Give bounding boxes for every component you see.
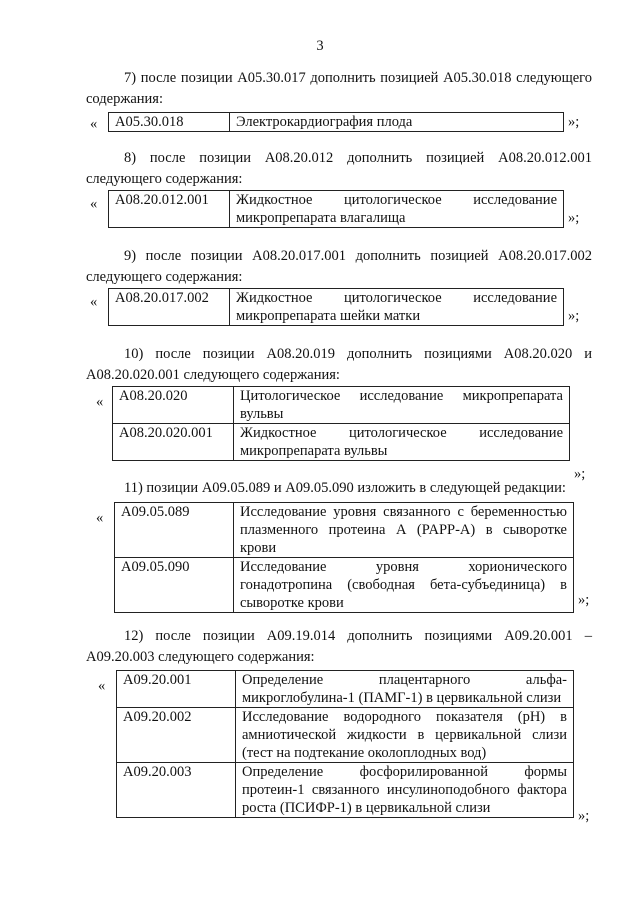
table-row <box>109 289 564 326</box>
item-9-text: 9) после позиции А08.20.017.001 дополнить позицией А08.20.017.002 следующего содержания: <box>86 248 592 285</box>
close-quote: »; <box>568 210 580 226</box>
code-cell: А08.20.012.001 <box>109 191 230 228</box>
description-cell: Электрокардиография плода <box>230 113 564 132</box>
table-row <box>115 503 574 558</box>
open-quote: « <box>90 196 98 212</box>
close-quote: »; <box>578 592 590 608</box>
description-cell: Цитологическое исследование микропрепарата вульвы <box>234 387 570 424</box>
item-12-text: 12) после позиции А09.19.014 дополнить позициями А09.20.001 – А09.20.003 следующего содержания: <box>86 628 592 665</box>
description-cell: Жидкостное цитологическое исследование микропрепарата влагалища <box>230 191 564 228</box>
table-row <box>117 763 574 818</box>
item-8-table <box>108 190 564 228</box>
open-quote: « <box>98 678 106 694</box>
code-cell: А08.20.020.001 <box>113 424 234 461</box>
description-cell: Жидкостное цитологическое исследование микропрепарата вульвы <box>234 424 570 461</box>
close-quote: »; <box>578 808 590 824</box>
close-quote: »; <box>568 114 580 130</box>
code-cell: А05.30.018 <box>109 113 230 132</box>
code-cell: А09.20.002 <box>117 708 236 763</box>
close-quote: »; <box>568 308 580 324</box>
open-quote: « <box>96 394 104 410</box>
table-row <box>113 424 570 461</box>
table-row <box>113 387 570 424</box>
code-cell: А09.20.003 <box>117 763 236 818</box>
item-11-text: 11) позиции А09.05.089 и А09.05.090 изложить в следующей редакции: <box>124 480 566 496</box>
open-quote: « <box>96 510 104 526</box>
description-cell: Исследование уровня связанного с беременностью плазменного протеина А (PAPP-A) в сыворотке крови <box>234 503 574 558</box>
item-11-table <box>114 502 574 613</box>
description-cell: Жидкостное цитологическое исследование микропрепарата шейки матки <box>230 289 564 326</box>
page-number: 3 <box>316 38 324 54</box>
item-10-table <box>112 386 570 461</box>
code-cell: А09.05.090 <box>115 558 234 613</box>
item-7-text: 7) после позиции А05.30.017 дополнить позицией А05.30.018 следующего содержания: <box>86 70 592 107</box>
close-quote: »; <box>574 466 586 482</box>
description-cell: Определение плацентарного альфа-микроглобулина-1 (ПАМГ-1) в цервикальной слизи <box>236 671 574 708</box>
description-cell: Определение фосфорилированной формы протеин-1 связанного инсулиноподобного фактора роста (ПСИФР-1) в цервикальной слизи <box>236 763 574 818</box>
code-cell: А08.20.017.002 <box>109 289 230 326</box>
description-cell: Исследование уровня хорионического гонадотропина (свободная бета-субъединица) в сыворотке крови <box>234 558 574 613</box>
table-row <box>117 708 574 763</box>
table-row <box>115 558 574 613</box>
item-7-table <box>108 112 564 132</box>
open-quote: « <box>90 116 98 132</box>
open-quote: « <box>90 294 98 310</box>
item-8-text: 8) после позиции А08.20.012 дополнить позицией А08.20.012.001 следующего содержания: <box>86 150 592 187</box>
table-row <box>117 671 574 708</box>
item-10-text: 10) после позиции А08.20.019 дополнить позициями А08.20.020 и А08.20.020.001 следующего содержания: <box>86 346 592 383</box>
code-cell: А09.05.089 <box>115 503 234 558</box>
table-row <box>109 113 564 132</box>
item-12-table <box>116 670 574 818</box>
item-9-table <box>108 288 564 326</box>
description-cell: Исследование водородного показателя (pH) в амниотической жидкости в цервикальной слизи (тест на подтекание околоплодных вод) <box>236 708 574 763</box>
code-cell: А08.20.020 <box>113 387 234 424</box>
code-cell: А09.20.001 <box>117 671 236 708</box>
table-row <box>109 191 564 228</box>
